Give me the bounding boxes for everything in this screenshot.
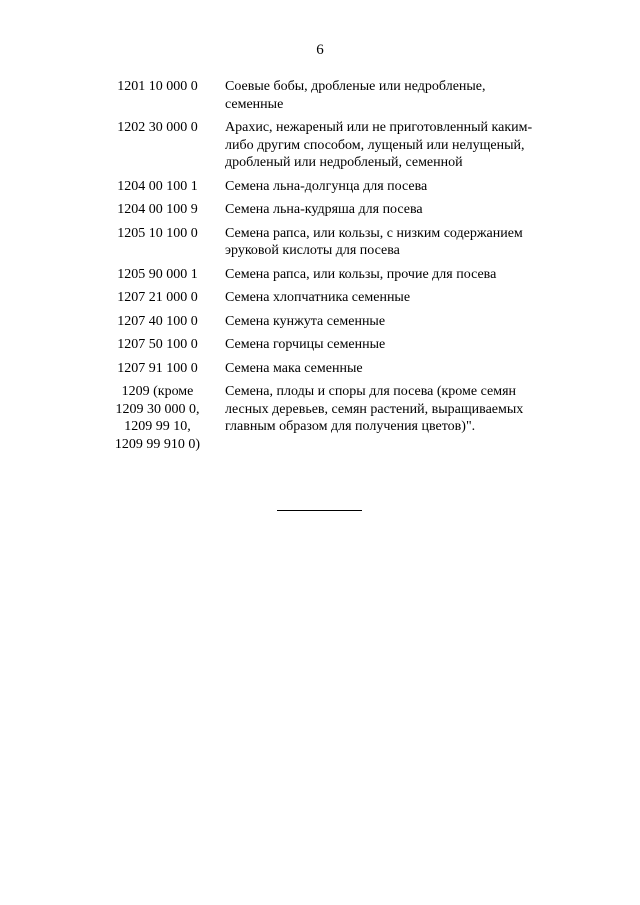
table-row [90, 383, 570, 453]
commodity-code: 1204 00 100 1 [117, 178, 198, 194]
commodity-description: Соевые бобы, дробленые или недробленые, семенные [225, 79, 486, 112]
commodity-description: Семена кунжута семенные [225, 313, 386, 329]
table-row [90, 266, 570, 284]
commodity-code: 1202 30 000 0 [117, 120, 198, 135]
commodity-code: 1207 40 100 0 [117, 313, 198, 329]
commodity-description: Семена хлопчатника семенные [225, 290, 411, 305]
commodity-code: 1207 91 100 0 [117, 360, 198, 376]
commodity-description: Семена льна-долгунца для посева [225, 178, 428, 194]
commodity-code: 1205 10 100 0 [117, 225, 198, 241]
table-row [90, 289, 570, 307]
table-row [90, 336, 570, 354]
table-row [90, 360, 570, 378]
table-row [90, 313, 570, 331]
commodity-code: 1204 00 100 9 [117, 202, 198, 217]
commodity-description: Арахис, нежареный или не приготовленный каким- либо другим способом, лущеный или нелущеный, дробленый или недробленый, семенной [225, 120, 533, 170]
commodity-description: Семена, плоды и споры для посева (кроме семян лесных деревьев, семян растений, выращиваемых главным образом для получения цветов)". [225, 384, 524, 434]
table-row [90, 201, 570, 219]
commodity-code-table [90, 78, 570, 459]
table-row [90, 78, 570, 113]
commodity-description: Семена рапса, или кользы, прочие для посева [225, 266, 497, 282]
commodity-description: Семена мака семенные [225, 360, 363, 376]
table-row [90, 178, 570, 196]
table-row [90, 119, 570, 172]
commodity-description: Семена горчицы семенные [225, 337, 386, 352]
commodity-code: 1209 (кроме 1209 30 000 0, 1209 99 10, 1209 99 910 0) [114, 384, 201, 452]
commodity-description: Семена льна-кудряша для посева [225, 202, 423, 217]
commodity-description: Семена рапса, или кользы, с низким содержанием эруковой кислоты для посева [225, 225, 523, 258]
end-divider [277, 510, 362, 511]
page-number: 6 [316, 42, 324, 58]
commodity-code: 1201 10 000 0 [117, 79, 198, 94]
commodity-code: 1207 21 000 0 [117, 290, 198, 305]
commodity-code: 1207 50 100 0 [117, 337, 198, 352]
table-row [90, 225, 570, 260]
commodity-code: 1205 90 000 1 [117, 266, 198, 282]
